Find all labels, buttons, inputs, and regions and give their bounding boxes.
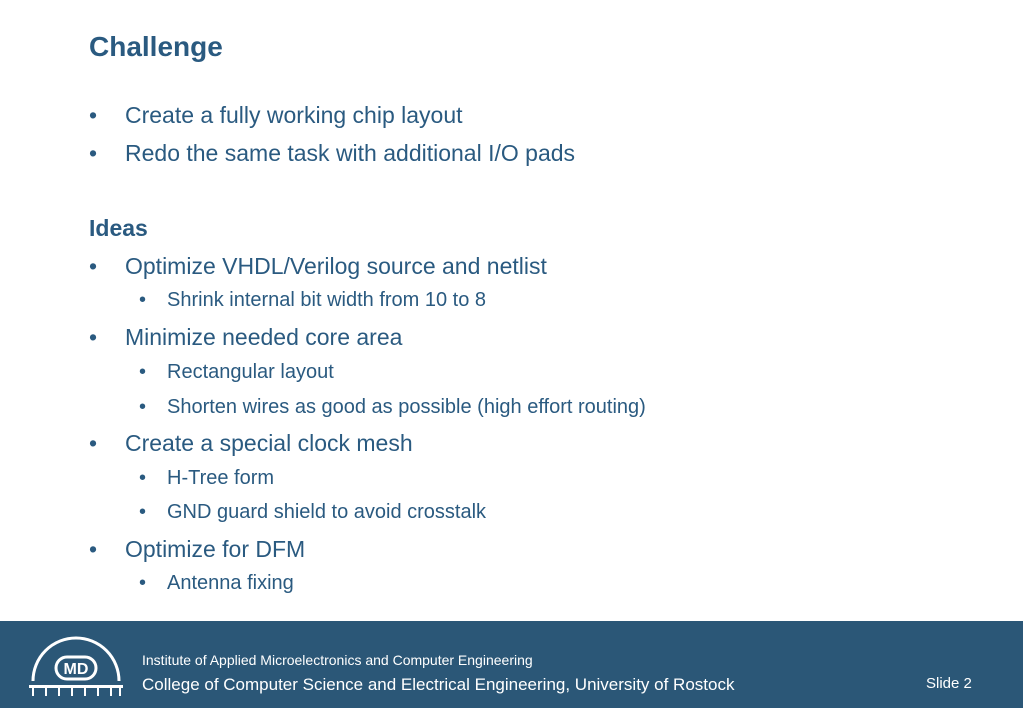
sub-bullet-glyph: •: [139, 501, 147, 523]
idea-subitem: Shrink internal bit width from 10 to 8: [167, 289, 487, 311]
bullet-glyph: •: [89, 253, 98, 279]
idea-item: Minimize needed core area: [125, 324, 403, 350]
bullet-glyph: •: [89, 102, 98, 128]
sub-bullet-glyph: •: [139, 361, 147, 383]
bullet-glyph: •: [89, 430, 98, 456]
challenge-item: Redo the same task with additional I/O pads: [125, 140, 576, 166]
slide-number: Slide 2: [926, 675, 972, 692]
institute-logo: [26, 629, 126, 701]
ideas-heading: Ideas: [89, 215, 148, 241]
challenge-item: Create a fully working chip layout: [125, 102, 463, 128]
idea-item: Optimize for DFM: [125, 536, 306, 562]
idea-subitem: GND guard shield to avoid crosstalk: [167, 501, 487, 523]
idea-item: Optimize VHDL/Verilog source and netlist: [125, 253, 547, 279]
idea-subitem: Antenna fixing: [167, 572, 294, 594]
bullet-glyph: •: [89, 140, 98, 166]
logo-text: MD: [63, 661, 89, 678]
idea-item: Create a special clock mesh: [125, 430, 413, 456]
sub-bullet-glyph: •: [139, 396, 147, 418]
footer-bar: [0, 621, 1023, 708]
slide-title: Challenge: [89, 31, 223, 62]
idea-subitem: H-Tree form: [167, 467, 275, 489]
college-name: College of Computer Science and Electrical Engineering, University of Rostock: [142, 675, 735, 694]
idea-subitem: Shorten wires as good as possible (high effort routing): [167, 396, 646, 418]
bullet-glyph: •: [89, 536, 98, 562]
institute-name: Institute of Applied Microelectronics and Computer Engineering: [142, 652, 533, 668]
sub-bullet-glyph: •: [139, 289, 147, 311]
sub-bullet-glyph: •: [139, 572, 147, 594]
idea-subitem: Rectangular layout: [167, 361, 334, 383]
sub-bullet-glyph: •: [139, 467, 147, 489]
bullet-glyph: •: [89, 324, 98, 350]
